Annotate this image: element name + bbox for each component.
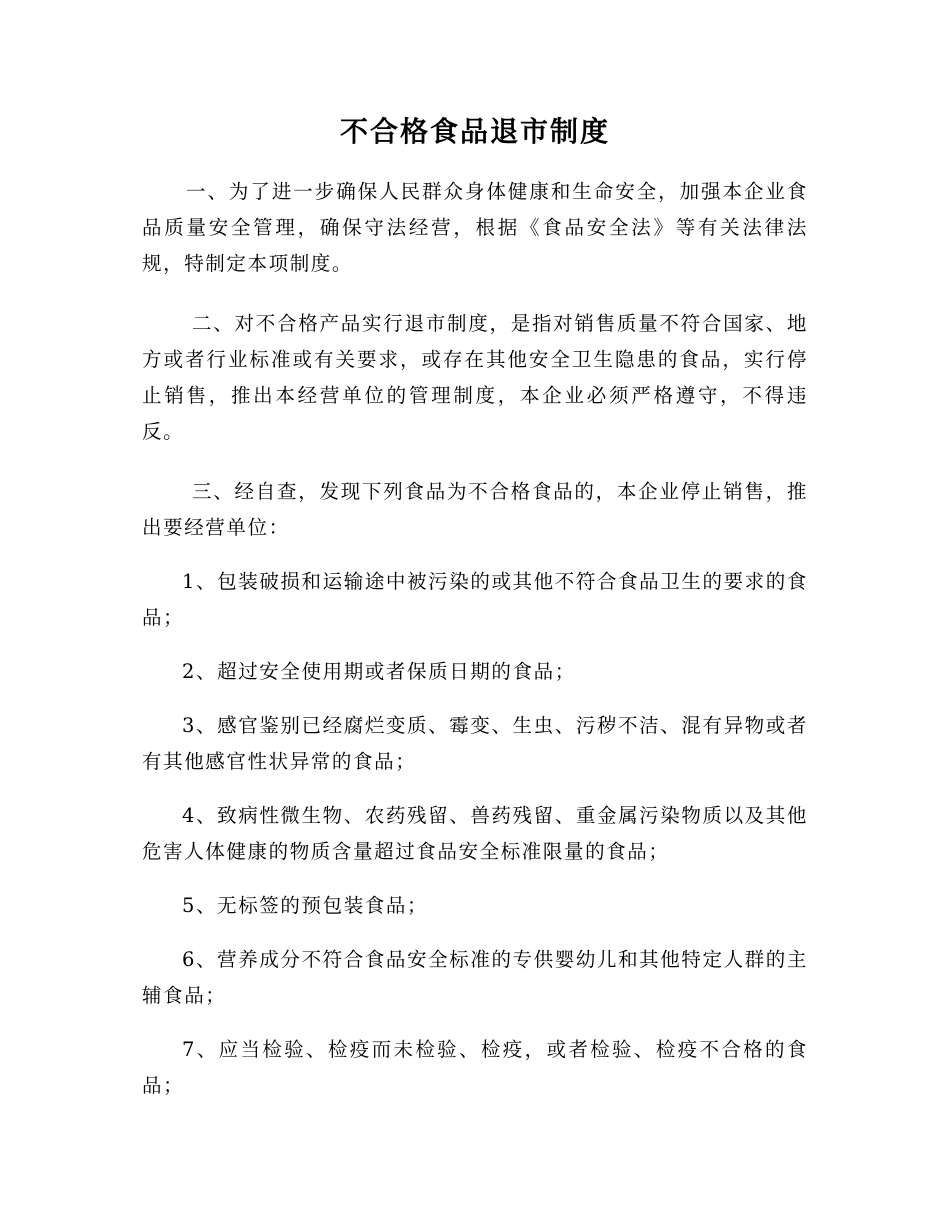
list-item-1: 1、包装破损和运输途中被污染的或其他不符合食品卫生的要求的食品； [142,570,808,629]
paragraph-3: 三、经自查，发现下列食品为不合格食品的，本企业停止销售，推出要经营单位： [142,480,808,539]
list-item-6: 6、营养成分不符合食品安全标准的专供婴幼儿和其他特定人群的主辅食品； [142,948,808,1007]
paragraph-2: 二、对不合格产品实行退市制度，是指对销售质量不符合国家、地方或者行业标准或有关要求，或存在其他安全卫生隐患的食品，实行停止销售，推出本经营单位的管理制度，本企业必须严格遵守，不得违反。 [142,312,808,443]
document-title: 不合格食品退市制度 [339,115,610,148]
paragraph-1: 一、为了进一步确保人民群众身体健康和生命安全，加强本企业食品质量安全管理，确保守法经营，根据《食品安全法》等有关法律法规，特制定本项制度。 [142,180,808,275]
list-item-4: 4、致病性微生物、农药残留、兽药残留、重金属污染物质以及其他危害人体健康的物质含量超过食品安全标准限量的食品； [142,804,808,863]
list-item-5: 5、无标签的预包装食品； [182,894,429,917]
list-item-7: 7、应当检验、检疫而未检验、检疫，或者检验、检疫不合格的食品； [142,1038,808,1097]
list-item-3: 3、感官鉴别已经腐烂变质、霉变、生虫、污秽不洁、混有异物或者有其他感官性状异常的食品； [142,714,808,773]
list-item-2: 2、超过安全使用期或者保质日期的食品； [182,660,576,683]
